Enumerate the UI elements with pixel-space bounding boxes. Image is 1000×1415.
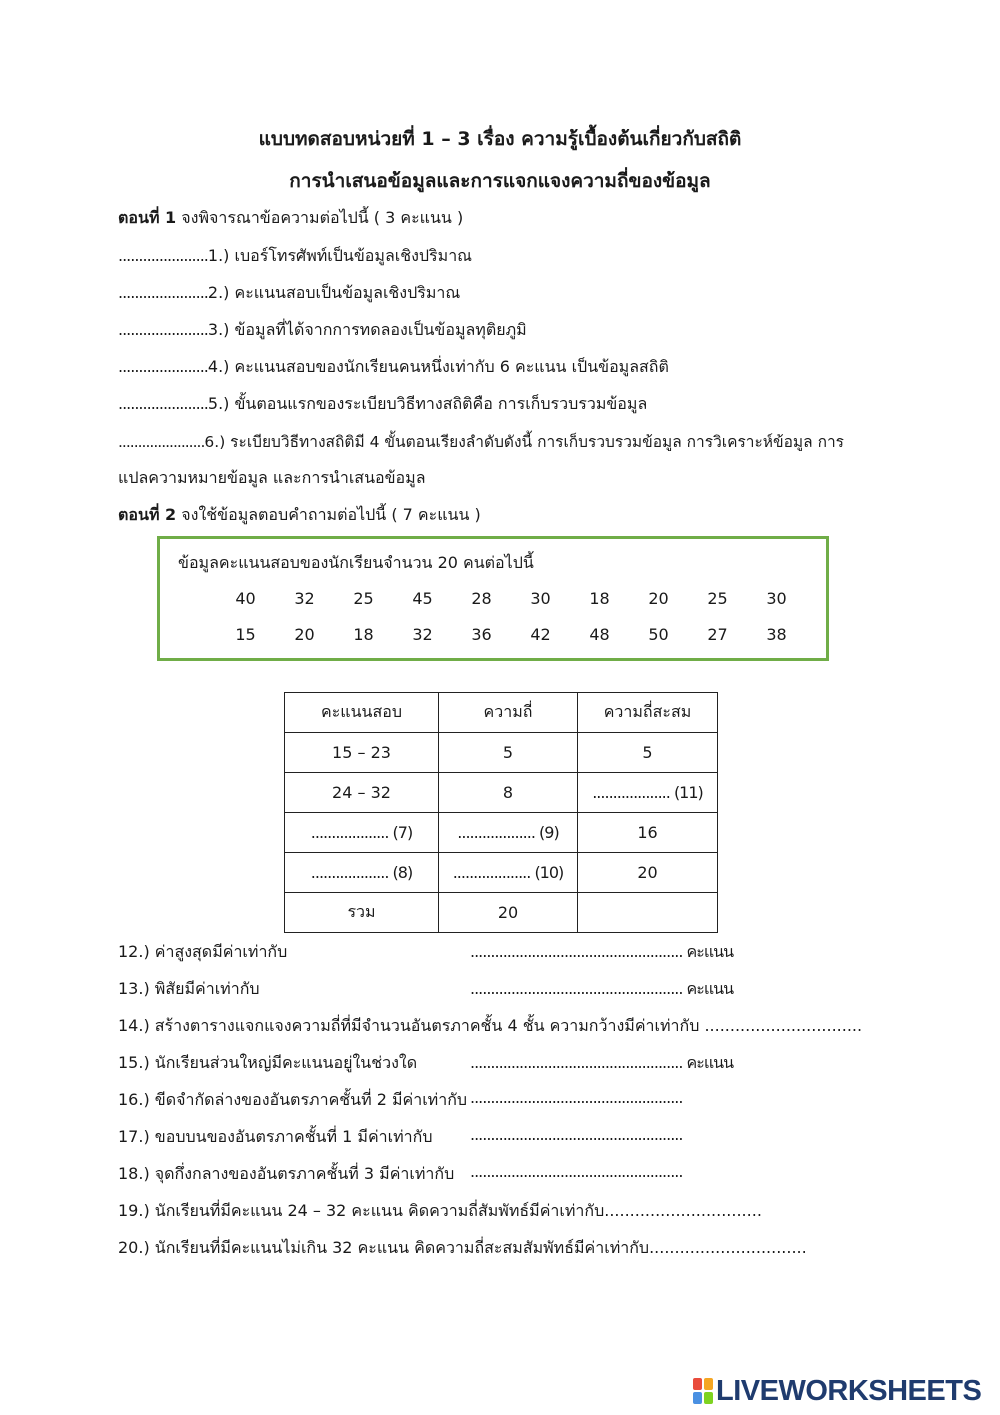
- data-value: 28: [471, 589, 492, 608]
- table-total-row: [285, 893, 718, 933]
- liveworksheets-logo: [693, 1376, 981, 1406]
- table-cell: 20: [578, 853, 718, 893]
- answer-blank[interactable]: ....................................................: [470, 1162, 683, 1181]
- data-value: 38: [766, 625, 787, 644]
- data-value: 18: [589, 589, 610, 608]
- part1-item: [118, 244, 472, 269]
- question-text[interactable]: 14.) สร้างตารางแจกแจงความถี่ที่มีจำนวนอันตรภาคชั้น 4 ชั้น ความกว้างมีค่าเท่ากับ ...............................: [118, 1016, 863, 1035]
- data-value: 32: [294, 589, 315, 608]
- data-value: 50: [648, 625, 669, 644]
- answer-blank-9[interactable]: ................... (9): [439, 813, 578, 853]
- question-16: [118, 1088, 683, 1113]
- header-score: คะแนนสอบ: [285, 693, 439, 733]
- part1-heading: [118, 206, 463, 231]
- question-text[interactable]: 20.) นักเรียนที่มีคะแนนไม่เกิน 32 คะแนน คิดความถี่สะสมสัมพัทธ์มีค่าเท่ากับ...............................: [118, 1238, 807, 1257]
- page-subtitle: การนำเสนอข้อมูลและการแจกแจงความถี่ของข้อมูล: [289, 170, 711, 192]
- logo-text: LIVEWORKSHEETS: [716, 1374, 982, 1407]
- data-value: 18: [353, 625, 374, 644]
- data-value: 30: [530, 589, 551, 608]
- part2-heading: [118, 503, 481, 528]
- question-19: [118, 1199, 762, 1224]
- data-value: 30: [766, 589, 787, 608]
- table-row: [285, 733, 718, 773]
- liveworksheets-logo-icon: [693, 1378, 713, 1404]
- part2-instruction: จงใช้ข้อมูลตอบคำถามต่อไปนี้ ( 7 คะแนน ): [181, 505, 481, 524]
- data-value: 42: [530, 625, 551, 644]
- frequency-table: [284, 692, 718, 933]
- question-18: [118, 1162, 683, 1187]
- data-caption: ข้อมูลคะแนนสอบของนักเรียนจำนวน 20 คนต่อไปนี้: [178, 553, 534, 572]
- question-14: [118, 1014, 862, 1039]
- data-value: 20: [294, 625, 315, 644]
- table-cell: 5: [578, 733, 718, 773]
- table-cell: 5: [439, 733, 578, 773]
- part1-item: [118, 318, 527, 343]
- header-cumulative-frequency: ความถี่สะสม: [578, 693, 718, 733]
- question-15: [118, 1051, 734, 1076]
- answer-blank[interactable]: ......................: [118, 357, 208, 376]
- answer-blank[interactable]: ......................: [118, 433, 205, 451]
- statement-text: 3.) ข้อมูลที่ได้จากการทดลองเป็นข้อมูลทุติยภูมิ: [207, 320, 527, 339]
- question-17: [118, 1125, 683, 1150]
- data-value: 15: [235, 625, 256, 644]
- answer-blank-11[interactable]: ................... (11): [578, 773, 718, 813]
- data-value: 25: [707, 589, 728, 608]
- header-frequency: ความถี่: [439, 693, 578, 733]
- question-text: 13.) พิสัยมีค่าเท่ากับ: [118, 979, 260, 998]
- total-value: 20: [439, 893, 578, 933]
- question-text: 18.) จุดกึ่งกลางของอันตรภาคชั้นที่ 3 มีค่าเท่ากับ: [118, 1164, 455, 1183]
- page-title: แบบทดสอบหน่วยที่ 1 – 3 เรื่อง ความรู้เบื้องต้นเกี่ยวกับสถิติ: [258, 128, 742, 150]
- question-text: 17.) ขอบบนของอันตรภาคชั้นที่ 1 มีค่าเท่ากับ: [118, 1127, 433, 1146]
- question-text: 12.) ค่าสูงสุดมีค่าเท่ากับ: [118, 942, 288, 961]
- answer-blank[interactable]: .................................................... คะแนน: [470, 1053, 734, 1072]
- part1-item-continued: แปลความหมายข้อมูล และการนำเสนอข้อมูล: [118, 468, 426, 487]
- answer-blank-7[interactable]: ................... (7): [285, 813, 439, 853]
- statement-text: 1.) เบอร์โทรศัพท์เป็นข้อมูลเชิงปริมาณ: [207, 246, 473, 265]
- data-value: 32: [412, 625, 433, 644]
- answer-blank[interactable]: .................................................... คะแนน: [470, 942, 734, 961]
- part1-item: [118, 281, 460, 306]
- statement-text: 5.) ขั้นตอนแรกของระเบียบวิธีทางสถิติคือ การเก็บรวบรวมข้อมูล: [207, 394, 648, 413]
- data-value: 27: [707, 625, 728, 644]
- answer-blank[interactable]: ......................: [118, 283, 208, 302]
- table-cell: 8: [439, 773, 578, 813]
- statement-text: 4.) คะแนนสอบของนักเรียนคนหนึ่งเท่ากับ 6 คะแนน เป็นข้อมูลสถิติ: [207, 357, 669, 376]
- table-cell: 15 – 23: [285, 733, 439, 773]
- table-header-row: [285, 693, 718, 733]
- statement-text: 6.) ระเบียบวิธีทางสถิติมี 4 ขั้นตอนเรียงลำดับดังนี้ การเก็บรวบรวมข้อมูล การวิเคราะห์ข้อมูล การ: [204, 433, 844, 451]
- part2-label: ตอนที่ 2: [118, 505, 177, 524]
- data-value: 45: [412, 589, 433, 608]
- table-cell: 16: [578, 813, 718, 853]
- part1-label: ตอนที่ 1: [118, 208, 177, 227]
- part1-item: [118, 355, 669, 380]
- answer-blank[interactable]: ......................: [118, 246, 208, 265]
- question-text: 16.) ขีดจำกัดล่างของอันตรภาคชั้นที่ 2 มีค่าเท่ากับ: [118, 1090, 468, 1109]
- data-value: 40: [235, 589, 256, 608]
- part1-instruction: จงพิจารณาข้อความต่อไปนี้ ( 3 คะแนน ): [181, 208, 464, 227]
- table-row: [285, 853, 718, 893]
- answer-blank[interactable]: ....................................................: [470, 1125, 683, 1144]
- data-value: 48: [589, 625, 610, 644]
- answer-blank[interactable]: ......................: [118, 320, 208, 339]
- data-box: [157, 536, 829, 661]
- answer-blank[interactable]: .................................................... คะแนน: [470, 979, 734, 998]
- data-value: 36: [471, 625, 492, 644]
- part1-item: [118, 392, 647, 417]
- table-cell-empty: [578, 893, 718, 933]
- question-text: 15.) นักเรียนส่วนใหญ่มีคะแนนอยู่ในช่วงใด: [118, 1053, 418, 1072]
- question-20: [118, 1236, 807, 1261]
- answer-blank[interactable]: ....................................................: [470, 1088, 683, 1107]
- answer-blank[interactable]: ......................: [118, 394, 208, 413]
- table-row: [285, 773, 718, 813]
- data-value: 20: [648, 589, 669, 608]
- table-row: [285, 813, 718, 853]
- part1-item: [118, 429, 844, 454]
- table-cell: 24 – 32: [285, 773, 439, 813]
- answer-blank-10[interactable]: ................... (10): [439, 853, 578, 893]
- total-label: รวม: [285, 893, 439, 933]
- answer-blank-8[interactable]: ................... (8): [285, 853, 439, 893]
- question-12: [118, 940, 734, 965]
- statement-text: 2.) คะแนนสอบเป็นข้อมูลเชิงปริมาณ: [207, 283, 461, 302]
- question-13: [118, 977, 734, 1002]
- data-value: 25: [353, 589, 374, 608]
- question-text[interactable]: 19.) นักเรียนที่มีคะแนน 24 – 32 คะแนน คิดความถี่สัมพัทธ์มีค่าเท่ากับ...............................: [118, 1201, 762, 1220]
